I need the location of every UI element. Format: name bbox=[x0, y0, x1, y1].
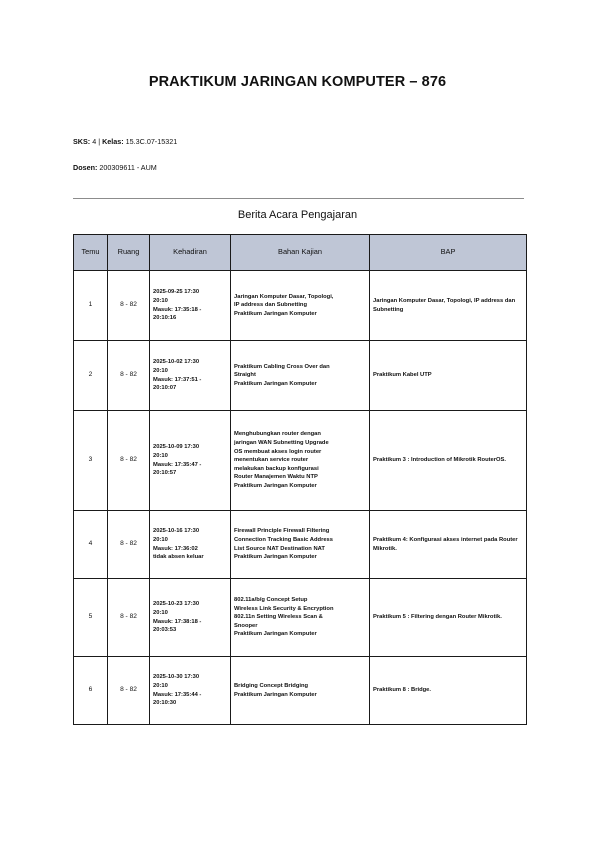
header-ruang: Ruang bbox=[108, 235, 150, 271]
kelas-value: 15.3C.07-15321 bbox=[125, 137, 178, 146]
cell-ruang: 8 - 82 bbox=[108, 411, 150, 511]
bap-text: Praktikum 5 : Filtering dengan Router Mikrotik. bbox=[373, 614, 502, 621]
bahan-line: List Source NAT Destination NAT bbox=[234, 545, 325, 552]
cell-bahan-kajian bbox=[231, 411, 370, 511]
dosen-value: 200309611 - AUM bbox=[99, 163, 157, 172]
bahan-line: Firewall Principle Firewall Filtering bbox=[234, 528, 330, 535]
cell-ruang: 8 - 82 bbox=[108, 341, 150, 411]
cell-temu: 4 bbox=[74, 511, 108, 579]
page-title: PRAKTIKUM JARINGAN KOMPUTER – 876 bbox=[148, 74, 447, 90]
bahan-line: Straight bbox=[234, 372, 256, 379]
lecturer-info bbox=[73, 163, 157, 172]
table-row bbox=[74, 271, 527, 341]
bahan-line: 802.11n Setting Wireless Scan & bbox=[234, 614, 323, 621]
sks-value: 4 bbox=[92, 137, 97, 146]
bahan-line: Praktikum Jaringan Komputer bbox=[234, 482, 317, 489]
cell-bahan-kajian bbox=[231, 271, 370, 341]
kehadiran-line: Masuk: 17:38:18 - bbox=[153, 618, 202, 625]
bahan-line: jaringan WAN Subnetting Upgrade bbox=[234, 440, 329, 447]
bahan-line: Menghubungkan router dengan bbox=[234, 431, 321, 438]
kehadiran-line: tidak absen keluar bbox=[153, 554, 204, 561]
bahan-line: Praktikum Jaringan Komputer bbox=[234, 380, 317, 387]
sks-label: SKS: bbox=[73, 137, 91, 146]
bap-text: Jaringan Komputer Dasar, Topologi, IP address dan Subnetting bbox=[373, 297, 516, 313]
bap-text: Praktikum Kabel UTP bbox=[373, 372, 432, 379]
table-row bbox=[74, 657, 527, 725]
table-row bbox=[74, 511, 527, 579]
kehadiran-line: 2025-10-09 17:30 bbox=[153, 444, 200, 451]
bap-text: Praktikum 4: Konfigurasi akses internet pada Router Mikrotik. bbox=[373, 536, 518, 552]
cell-temu: 6 bbox=[74, 657, 108, 725]
kehadiran-line: 2025-10-16 17:30 bbox=[153, 528, 200, 535]
bahan-line: IP address dan Subnetting bbox=[234, 302, 308, 309]
bahan-line: Bridging Concept Bridging bbox=[234, 682, 309, 689]
cell-bap bbox=[370, 271, 527, 341]
cell-kehadiran bbox=[150, 411, 231, 511]
kehadiran-line: 20:10 bbox=[153, 297, 168, 304]
cell-temu: 2 bbox=[74, 341, 108, 411]
dosen-label: Dosen: bbox=[73, 163, 98, 172]
course-info bbox=[73, 137, 177, 146]
bap-text: Praktikum 3 : Introduction of Mikrotik RouterOS. bbox=[373, 457, 507, 464]
bahan-line: Praktikum Cabling Cross Over dan bbox=[234, 363, 330, 370]
kehadiran-line: 2025-10-30 17:30 bbox=[153, 674, 200, 681]
cell-bap bbox=[370, 341, 527, 411]
kehadiran-line: 2025-10-23 17:30 bbox=[153, 601, 200, 608]
kehadiran-line: 20:10:16 bbox=[153, 315, 177, 322]
cell-temu: 3 bbox=[74, 411, 108, 511]
kehadiran-line: 20:10:30 bbox=[153, 700, 177, 707]
kehadiran-line: 20:10 bbox=[153, 536, 168, 543]
table-row bbox=[74, 411, 527, 511]
header-kehadiran: Kehadiran bbox=[150, 235, 231, 271]
cell-ruang: 8 - 82 bbox=[108, 579, 150, 657]
kehadiran-line: 20:10 bbox=[153, 682, 168, 689]
separator: | bbox=[98, 137, 101, 146]
bahan-line: 802.11a/b/g Concept Setup bbox=[234, 597, 308, 604]
cell-bahan-kajian bbox=[231, 579, 370, 657]
bap-text: Praktikum 8 : Bridge. bbox=[373, 687, 431, 694]
header-temu: Temu bbox=[74, 235, 108, 271]
cell-bahan-kajian bbox=[231, 657, 370, 725]
cell-bahan-kajian bbox=[231, 511, 370, 579]
kehadiran-line: 20:10:57 bbox=[153, 470, 177, 477]
cell-bap bbox=[370, 511, 527, 579]
section-title: Berita Acara Pengajaran bbox=[237, 209, 358, 221]
table-row bbox=[74, 579, 527, 657]
cell-temu: 1 bbox=[74, 271, 108, 341]
cell-kehadiran bbox=[150, 341, 231, 411]
bahan-line: Praktikum Jaringan Komputer bbox=[234, 310, 317, 317]
cell-bahan-kajian bbox=[231, 341, 370, 411]
bahan-line: Jaringan Komputer Dasar, Topologi, bbox=[234, 293, 334, 300]
kehadiran-line: 20:10:07 bbox=[153, 385, 177, 392]
kehadiran-line: 20:10 bbox=[153, 367, 168, 374]
kehadiran-line: Masuk: 17:35:44 - bbox=[153, 691, 202, 698]
kehadiran-line: Masuk: 17:37:51 - bbox=[153, 376, 202, 383]
cell-bap bbox=[370, 579, 527, 657]
header-bap: BAP bbox=[370, 235, 527, 271]
table-header-row bbox=[74, 235, 527, 271]
kehadiran-line: 2025-09-25 17:30 bbox=[153, 289, 200, 296]
bahan-line: OS membuat akses login router bbox=[234, 448, 322, 455]
cell-kehadiran bbox=[150, 579, 231, 657]
header-bahan-kajian: Bahan Kajian bbox=[231, 235, 370, 271]
table-row bbox=[74, 341, 527, 411]
divider bbox=[73, 198, 524, 199]
bahan-line: Praktikum Jaringan Komputer bbox=[234, 691, 317, 698]
cell-bap bbox=[370, 411, 527, 511]
kehadiran-line: 2025-10-02 17:30 bbox=[153, 359, 200, 366]
bahan-line: Praktikum Jaringan Komputer bbox=[234, 631, 317, 638]
bap-table bbox=[73, 234, 527, 725]
bahan-line: Wireless Link Security & Encryption bbox=[234, 605, 334, 612]
kehadiran-line: Masuk: 17:35:18 - bbox=[153, 306, 202, 313]
bahan-line: Praktikum Jaringan Komputer bbox=[234, 554, 317, 561]
cell-ruang: 8 - 82 bbox=[108, 511, 150, 579]
kehadiran-line: 20:10 bbox=[153, 609, 168, 616]
kehadiran-line: Masuk: 17:35:47 - bbox=[153, 461, 202, 468]
cell-kehadiran bbox=[150, 657, 231, 725]
bahan-line: melakukan backup konfigurasi bbox=[234, 465, 319, 472]
bahan-line: menentukan service router bbox=[234, 457, 309, 464]
cell-kehadiran bbox=[150, 271, 231, 341]
cell-kehadiran bbox=[150, 511, 231, 579]
cell-ruang: 8 - 82 bbox=[108, 271, 150, 341]
cell-ruang: 8 - 82 bbox=[108, 657, 150, 725]
kehadiran-line: 20:03:53 bbox=[153, 627, 177, 634]
bahan-line: Connection Tracking Basic Address bbox=[234, 536, 334, 543]
cell-temu: 5 bbox=[74, 579, 108, 657]
kehadiran-line: Masuk: 17:36:02 bbox=[153, 545, 198, 552]
kehadiran-line: 20:10 bbox=[153, 452, 168, 459]
kelas-label: Kelas: bbox=[102, 137, 124, 146]
bahan-line: Snooper bbox=[234, 622, 258, 629]
cell-bap bbox=[370, 657, 527, 725]
bahan-line: Router Manajemen Waktu NTP bbox=[234, 474, 318, 481]
